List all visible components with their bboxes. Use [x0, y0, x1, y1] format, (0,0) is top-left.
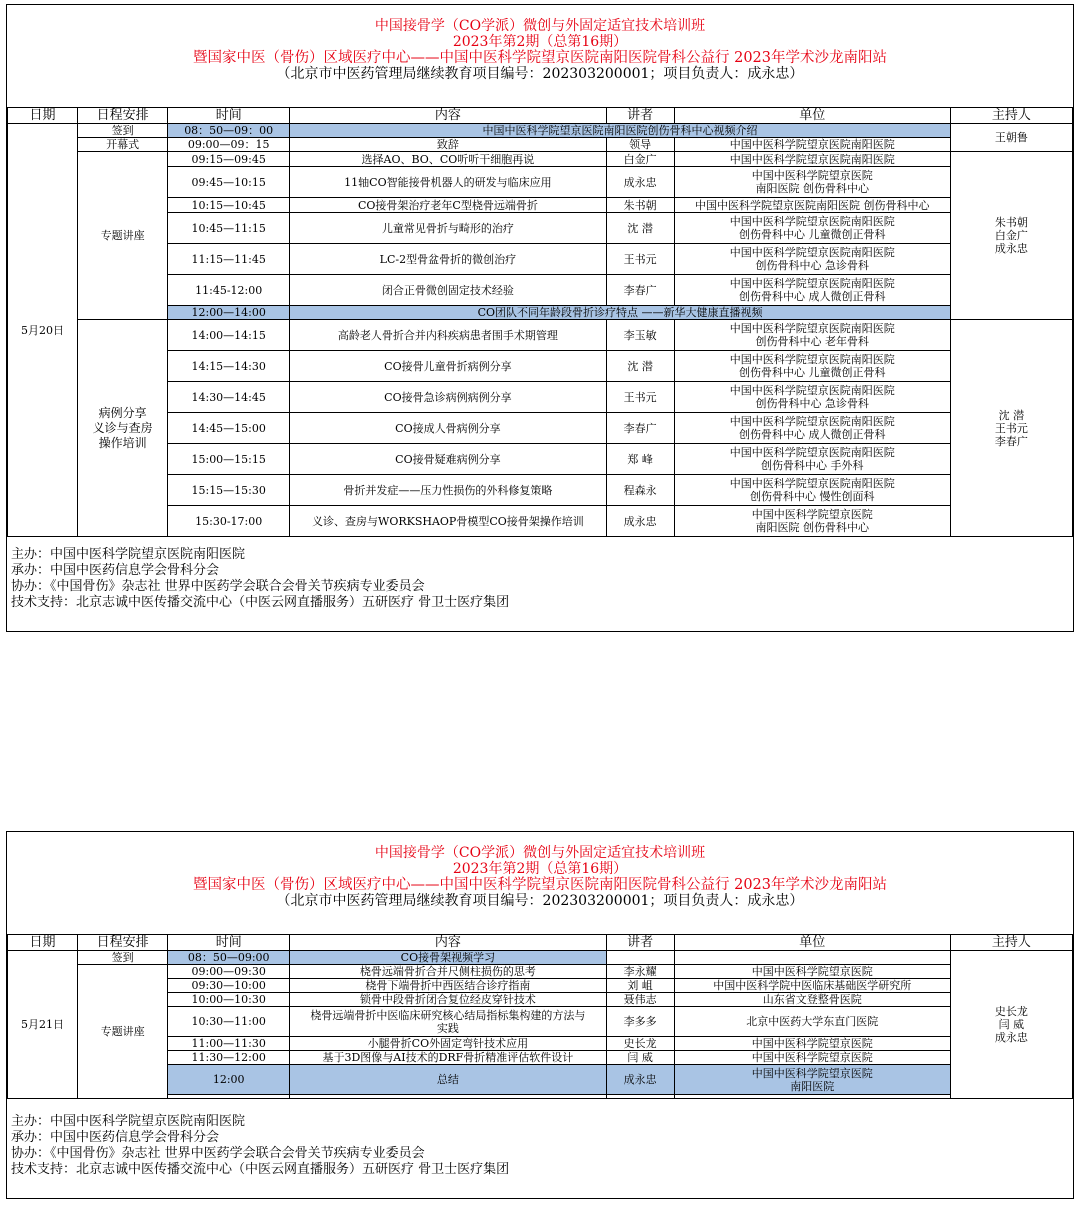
host-name: 沈 潜 — [998, 408, 1025, 422]
time-cell: 14:15—14:30 — [168, 351, 290, 382]
table-row — [8, 979, 1073, 993]
unit-line: 创伤骨科中心 手外科 — [760, 459, 864, 472]
event-subtitle: 暨国家中医（骨伤）区域医疗中心——中国中医科学院望京医院南阳医院骨科公益行 2023年学术沙龙南阳站 — [192, 50, 887, 66]
spacer-cell — [606, 1095, 674, 1099]
footer-tech-support: 技术支持：北京志诚中医传播交流中心（中医云网直播服务）五研医疗 骨卫士医疗集团 — [11, 1162, 510, 1177]
unit-cell: 北京中医药大学东直门医院 — [674, 1007, 950, 1037]
sheet-header — [7, 18, 1073, 82]
unit-cell — [674, 152, 950, 167]
schedule-label: 签到 — [78, 951, 168, 965]
unit-cell — [674, 951, 950, 965]
table-row — [8, 152, 1073, 167]
sheet-header — [7, 845, 1073, 909]
unit-line: 中国中医科学院望京医院 — [751, 508, 873, 521]
project-info: （北京市中医药管理局继续教育项目编号：202303200001；项目负责人：成永忠） — [276, 893, 804, 909]
speaker-cell: 成永忠 — [606, 167, 674, 198]
host-name: 李春广 — [994, 434, 1028, 448]
speaker-cell: 沈 潜 — [606, 351, 674, 382]
footer-organizer: 承办：中国中医药信息学会骨科分会 — [11, 1130, 220, 1145]
speaker-cell — [606, 951, 674, 965]
host-name: 朱书朝 — [994, 216, 1028, 229]
unit-cell — [674, 198, 950, 213]
host-cell — [950, 152, 1072, 320]
table-row — [8, 198, 1073, 213]
time-cell: 10:15—10:45 — [168, 198, 290, 213]
project-info: （北京市中医药管理局继续教育项目编号：202303200001；项目负责人：成永忠） — [276, 66, 804, 82]
unit-cell — [674, 1065, 950, 1095]
table-row — [8, 275, 1073, 306]
unit-line: 中国中医科学院望京医院南阳医院 — [729, 322, 895, 335]
table-row — [8, 413, 1073, 444]
table-row — [8, 1007, 1073, 1037]
header-time: 时间 — [168, 935, 290, 951]
unit-cell — [674, 213, 950, 244]
time-cell: 09:45—10:15 — [168, 167, 290, 198]
table-row — [8, 244, 1073, 275]
content-cell: CO接骨疑难病例分享 — [290, 444, 606, 475]
header-unit: 单位 — [674, 935, 950, 951]
content-cell: 致辞 — [290, 138, 606, 152]
host-name: 成永忠 — [994, 1031, 1028, 1044]
table-row — [8, 167, 1073, 198]
unit-line: 创伤骨科中心 儿童微创正骨科 — [738, 228, 886, 241]
schedule-label-line: 病例分享 — [98, 405, 147, 420]
content-cell: 骨折并发症——压力性损伤的外科修复策略 — [290, 475, 606, 506]
time-cell: 10:30—11:00 — [168, 1007, 290, 1037]
schedule-label: 开幕式 — [78, 138, 168, 152]
unit-cell: 中国中医科学院望京医院南阳医院 — [674, 138, 950, 152]
content-cell: 闭合正骨微创固定技术经验 — [290, 275, 606, 306]
unit-line: 中国中医科学院望京医院南阳医院 — [729, 215, 895, 228]
speaker-cell: 闫 威 — [606, 1051, 674, 1065]
time-cell: 10:00—10:30 — [168, 993, 290, 1007]
unit-line: 中国中医科学院望京医院南阳医院 — [729, 277, 895, 290]
schedule-label-line: 操作培训 — [98, 435, 147, 450]
unit-line: 创伤骨科中心 儿童微创正骨科 — [738, 366, 886, 379]
time-cell: 11:45-12:00 — [168, 275, 290, 306]
speaker-cell: 聂伟志 — [606, 993, 674, 1007]
schedule-label: 专题讲座 — [78, 965, 168, 1099]
speaker-cell: 史长龙 — [606, 1037, 674, 1051]
header-content: 内容 — [290, 108, 606, 124]
unit-cell — [674, 275, 950, 306]
course-issue: 2023年第2期（总第16期） — [452, 861, 628, 877]
unit-cell: 中国中医科学院中医临床基础医学研究所 — [674, 979, 950, 993]
time-cell: 08：50—09：00 — [168, 124, 290, 138]
speaker-cell: 李春广 — [606, 413, 674, 444]
event-subtitle: 暨国家中医（骨伤）区域医疗中心——中国中医科学院望京医院南阳医院骨科公益行 2023年学术沙龙南阳站 — [192, 877, 887, 893]
speaker-cell: 李永耀 — [606, 965, 674, 979]
speaker-cell: 李多多 — [606, 1007, 674, 1037]
table-row — [8, 213, 1073, 244]
table-row — [8, 993, 1073, 1007]
unit-line: 南阳医院 — [790, 1079, 835, 1093]
schedule-sheet-day2 — [6, 831, 1074, 1199]
spacer-cell — [674, 1095, 950, 1099]
speaker-cell: 刘 岨 — [606, 979, 674, 993]
content-cell: 选择AO、BO、CO听听干细胞再说 — [290, 152, 606, 167]
time-cell: 14:45—15:00 — [168, 413, 290, 444]
content-cell: 基于3D图像与AI技术的DRF骨折精准评估软件设计 — [290, 1051, 606, 1065]
table-row — [8, 138, 1073, 152]
unit-line: 中国中医科学院望京医院 — [751, 169, 873, 182]
unit-cell — [674, 475, 950, 506]
unit-line: 创伤骨科中心 急诊骨科 — [755, 259, 869, 272]
time-cell: 09:00—09:30 — [168, 965, 290, 979]
time-cell: 09:00—09：15 — [168, 138, 290, 152]
speaker-cell: 成永忠 — [606, 506, 674, 537]
table-row — [8, 951, 1073, 965]
table-row — [8, 306, 1073, 320]
content-cell: 总结 — [290, 1065, 606, 1095]
table-row — [8, 444, 1073, 475]
header-host: 主持人 — [950, 108, 1072, 124]
speaker-cell: 王书元 — [606, 244, 674, 275]
unit-cell — [674, 244, 950, 275]
speaker-cell: 白金广 — [606, 152, 674, 167]
schedule-label-line: 义诊与查房 — [92, 420, 153, 435]
footer-host-org: 主办：中国中医科学院望京医院南阳医院 — [11, 1114, 246, 1129]
host-name: 成永忠 — [994, 242, 1028, 255]
unit-line: 中国中医科学院望京医院南阳医院 — [729, 246, 895, 259]
organizer-footer — [11, 547, 509, 611]
content-cell: 桡骨下端骨折中西医结合诊疗指南 — [290, 979, 606, 993]
unit-line: 中国中医科学院望京医院南阳医院 — [729, 477, 895, 490]
unit-line: 创伤骨科中心 成人微创正骨科 — [738, 290, 886, 303]
unit-line: 南阳医院 创伤骨科中心 — [755, 182, 869, 195]
time-cell: 14:00—14:15 — [168, 320, 290, 351]
content-cell: LC-2型骨盆骨折的微创治疗 — [290, 244, 606, 275]
content-cell: 小腿骨折CO外固定弯针技术应用 — [290, 1037, 606, 1051]
unit-cell — [674, 506, 950, 537]
speaker-cell: 沈 潜 — [606, 213, 674, 244]
spacer-cell — [168, 1095, 290, 1099]
unit-cell: 中国中医科学院望京医院 — [674, 965, 950, 979]
host-cell — [950, 951, 1072, 1099]
header-speaker: 讲者 — [606, 108, 674, 124]
header-host: 主持人 — [950, 935, 1072, 951]
schedule-table — [7, 107, 1073, 537]
time-cell: 10:45—11:15 — [168, 213, 290, 244]
header-content: 内容 — [290, 935, 606, 951]
speaker-cell: 朱书朝 — [606, 198, 674, 213]
content-cell: CO接骨架治疗老年C型桡骨远端骨折 — [290, 198, 606, 213]
unit-line: 创伤骨科中心 慢性创面科 — [749, 490, 875, 503]
content-cell: 义诊、查房与WORKSHAOP骨模型CO接骨架操作培训 — [290, 506, 606, 537]
content-cell: 桡骨远端骨折中医临床研究核心结局指标集构建的方法与实践 — [290, 1007, 606, 1037]
table-row — [8, 382, 1073, 413]
time-cell: 08：50—09:00 — [168, 951, 290, 965]
date-cell: 5月20日 — [8, 124, 78, 537]
header-date: 日期 — [8, 108, 78, 124]
speaker-cell: 王书元 — [606, 382, 674, 413]
content-cell: 高龄老人骨折合并内科疾病患者围手术期管理 — [290, 320, 606, 351]
table-row — [8, 351, 1073, 382]
spacer-cell — [290, 1095, 606, 1099]
table-row — [8, 1065, 1073, 1095]
table-row — [8, 320, 1073, 351]
speaker-cell: 领导 — [606, 138, 674, 152]
content-cell: CO接骨儿童骨折病例分享 — [290, 351, 606, 382]
speaker-cell: 成永忠 — [606, 1065, 674, 1095]
content-cell: CO接骨架视频学习 — [290, 951, 606, 965]
time-cell: 14:30—14:45 — [168, 382, 290, 413]
table-row — [8, 506, 1073, 537]
unit-line: 中国中医科学院望京医院南阳医院 — [729, 152, 895, 166]
unit-line: 中国中医科学院望京医院南阳医院 — [729, 446, 895, 459]
time-cell: 09:15—09:45 — [168, 152, 290, 167]
time-cell: 11:00—11:30 — [168, 1037, 290, 1051]
footer-co-organizer: 协办：《中国骨伤》杂志社 世界中医药学会联合会骨关节疾病专业委员会 — [11, 1146, 425, 1161]
unit-line: 创伤骨科中心 老年骨科 — [755, 335, 869, 348]
time-cell: 15:15—15:30 — [168, 475, 290, 506]
time-cell: 15:00—15:15 — [168, 444, 290, 475]
unit-line: 中国中医科学院望京医院 — [751, 1066, 873, 1080]
unit-line: 中国中医科学院望京医院南阳医院 — [729, 384, 895, 397]
course-title: 中国接骨学（CO学派）微创与外固定适宜技术培训班 — [374, 845, 706, 861]
header-time: 时间 — [168, 108, 290, 124]
table-row — [8, 124, 1073, 138]
unit-line: 中国中医科学院望京医院南阳医院 创伤骨科中心 — [694, 198, 930, 212]
unit-cell — [674, 320, 950, 351]
host-name: 史长龙 — [994, 1005, 1028, 1018]
table-header-row — [8, 108, 1073, 124]
content-cell: CO接骨急诊病例病例分享 — [290, 382, 606, 413]
unit-cell — [674, 382, 950, 413]
time-cell: 12:00 — [168, 1065, 290, 1095]
course-title: 中国接骨学（CO学派）微创与外固定适宜技术培训班 — [374, 18, 706, 34]
footer-organizer: 承办：中国中医药信息学会骨科分会 — [11, 563, 220, 578]
table-row — [8, 1037, 1073, 1051]
footer-tech-support: 技术支持：北京志诚中医传播交流中心（中医云网直播服务）五研医疗 骨卫士医疗集团 — [11, 595, 510, 610]
content-cell: 儿童常见骨折与畸形的治疗 — [290, 213, 606, 244]
unit-cell — [674, 444, 950, 475]
organizer-footer — [11, 1114, 509, 1178]
header-date: 日期 — [8, 935, 78, 951]
unit-cell — [674, 351, 950, 382]
unit-cell — [674, 167, 950, 198]
schedule-table — [7, 934, 1073, 1099]
content-cell: 桡骨远端骨折合并尺侧柱损伤的思考 — [290, 965, 606, 979]
host-cell: 王朝鲁 — [950, 124, 1072, 152]
header-schedule: 日程安排 — [78, 108, 168, 124]
time-cell: 12:00—14:00 — [168, 306, 290, 320]
content-cell: 锁骨中段骨折闭合复位经皮穿针技术 — [290, 993, 606, 1007]
table-row — [8, 965, 1073, 979]
unit-cell: 中国中医科学院望京医院 — [674, 1051, 950, 1065]
footer-host-org: 主办：中国中医科学院望京医院南阳医院 — [11, 547, 246, 562]
unit-cell: 中国中医科学院望京医院 — [674, 1037, 950, 1051]
content-cell: 中国中医科学院望京医院南阳医院创伤骨科中心视频介绍 — [290, 124, 951, 138]
header-unit: 单位 — [674, 108, 950, 124]
speaker-cell: 李玉敏 — [606, 320, 674, 351]
unit-cell: 山东省文登整骨医院 — [674, 993, 950, 1007]
unit-line: 创伤骨科中心 成人微创正骨科 — [738, 428, 886, 441]
host-name: 王书元 — [994, 421, 1028, 435]
schedule-label: 签到 — [78, 124, 168, 138]
content-cell: CO团队不同年龄段骨折诊疗特点 ——新华大健康直播视频 — [290, 306, 951, 320]
schedule-sheet-day1 — [6, 4, 1074, 632]
schedule-label: 专题讲座 — [78, 152, 168, 320]
table-row-spacer — [8, 1095, 1073, 1099]
table-row — [8, 475, 1073, 506]
content-cell: 11轴CO智能接骨机器人的研发与临床应用 — [290, 167, 606, 198]
time-cell: 09:30—10:00 — [168, 979, 290, 993]
speaker-cell: 程森永 — [606, 475, 674, 506]
time-cell: 11:15—11:45 — [168, 244, 290, 275]
table-header-row — [8, 935, 1073, 951]
header-schedule: 日程安排 — [78, 935, 168, 951]
unit-cell — [674, 413, 950, 444]
unit-line: 中国中医科学院望京医院南阳医院 — [729, 415, 895, 428]
course-issue: 2023年第2期（总第16期） — [452, 34, 628, 50]
header-speaker: 讲者 — [606, 935, 674, 951]
host-cell — [950, 320, 1072, 537]
table-row — [8, 1051, 1073, 1065]
time-cell: 11:30—12:00 — [168, 1051, 290, 1065]
host-name: 白金广 — [994, 229, 1028, 242]
unit-line: 南阳医院 创伤骨科中心 — [755, 521, 869, 534]
content-cell: CO接成人骨病例分享 — [290, 413, 606, 444]
date-cell: 5月21日 — [8, 951, 78, 1099]
schedule-label — [78, 320, 168, 537]
time-cell: 15:30-17:00 — [168, 506, 290, 537]
speaker-cell: 郑 峰 — [606, 444, 674, 475]
footer-co-organizer: 协办：《中国骨伤》杂志社 世界中医药学会联合会骨关节疾病专业委员会 — [11, 579, 425, 594]
speaker-cell: 李春广 — [606, 275, 674, 306]
host-name: 闫 威 — [998, 1018, 1025, 1031]
unit-line: 创伤骨科中心 急诊骨科 — [755, 397, 869, 410]
unit-line: 中国中医科学院望京医院南阳医院 — [729, 353, 895, 366]
